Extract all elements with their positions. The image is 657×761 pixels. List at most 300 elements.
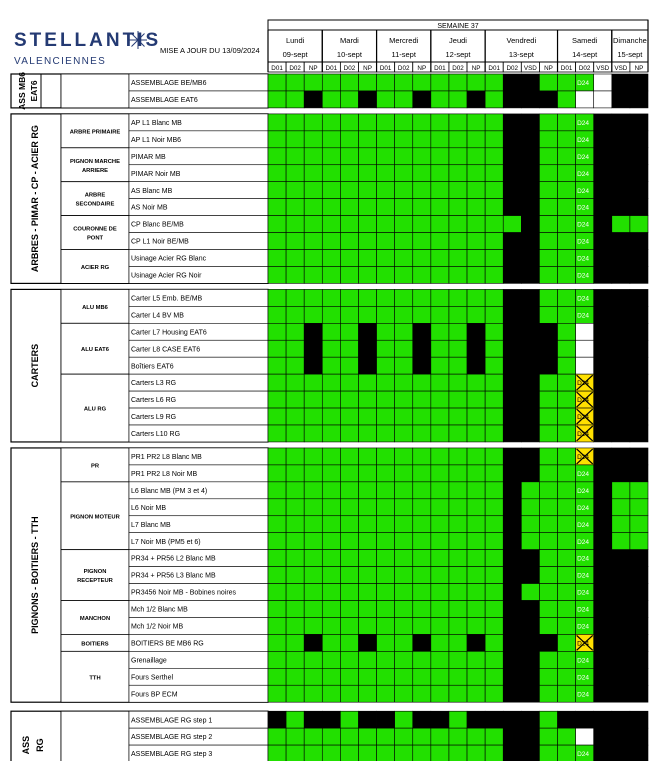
- shift-cell: [340, 374, 358, 391]
- day-name: Vendredi: [506, 36, 537, 45]
- cell-text: D24: [577, 623, 590, 631]
- shift-cell: [539, 289, 557, 306]
- shift-cell: [431, 668, 449, 685]
- shift-cell: [340, 74, 358, 91]
- shift-cell: [413, 685, 431, 702]
- cell-text: D24: [577, 470, 590, 478]
- shift-cell: [286, 306, 304, 323]
- shift-cell: [413, 668, 431, 685]
- shift-cell: [503, 728, 521, 745]
- cell-text: D24: [577, 170, 590, 178]
- shift-cell: [612, 601, 630, 618]
- shift-cell: [322, 323, 340, 340]
- shift-cell: [612, 482, 630, 499]
- shift-cell: [503, 634, 521, 651]
- cell-text: D24: [577, 504, 590, 512]
- shift-cell: [286, 668, 304, 685]
- cell-text: D24: [577, 606, 590, 614]
- shift-cell: [594, 711, 612, 728]
- row-label: ASSEMBLAGE BE/MB6: [131, 80, 207, 88]
- group-label: PIGNON MARCHE: [70, 158, 120, 165]
- shift-cell: [340, 601, 358, 618]
- row-label: Usinage Acier RG Noir: [131, 272, 202, 280]
- shift-cell: [286, 289, 304, 306]
- shift-cell: [358, 306, 376, 323]
- shift-cell: [268, 617, 286, 634]
- update-date-label: MISE A JOUR DU 13/09/2024: [160, 46, 260, 55]
- shift-cell: [594, 374, 612, 391]
- shift-cell: [630, 323, 648, 340]
- shift-cell: [539, 634, 557, 651]
- shift-cell: [377, 668, 395, 685]
- shift-cell: [449, 199, 467, 216]
- shift-cell: [449, 516, 467, 533]
- shift-cell: [431, 165, 449, 182]
- row-label: L7 Blanc MB: [131, 521, 171, 529]
- shift-cell: [322, 216, 340, 233]
- shift-cell: [503, 182, 521, 199]
- shift-cell: [594, 617, 612, 634]
- shift-cell: [322, 357, 340, 374]
- group-label: ARBRE: [84, 192, 106, 199]
- group-label: ALU RG: [83, 406, 107, 413]
- shift-cell: [539, 233, 557, 250]
- shift-cell: [340, 465, 358, 482]
- shift-cell: [521, 165, 539, 182]
- shift-cell: [340, 340, 358, 357]
- shift-cell: [521, 148, 539, 165]
- shift-cell: [286, 250, 304, 267]
- shift-cell: [268, 533, 286, 550]
- day-name: Lundi: [285, 36, 305, 45]
- shift-cell: [539, 357, 557, 374]
- row-label: ASSEMBLAGE RG step 1: [131, 717, 213, 725]
- shift-cell: [612, 391, 630, 408]
- shift-cell: [612, 340, 630, 357]
- shift-cell: [377, 131, 395, 148]
- shift-cell: [413, 266, 431, 283]
- shift-cell: [558, 323, 576, 340]
- shift-cell: [485, 550, 503, 567]
- shift-cell: [612, 165, 630, 182]
- shift-cell: [268, 745, 286, 761]
- shift-cell: [413, 567, 431, 584]
- shift-cell: [521, 668, 539, 685]
- shift-cell: [467, 465, 485, 482]
- shift-cell: [286, 74, 304, 91]
- shift-cell: [612, 131, 630, 148]
- shift-cell: [630, 357, 648, 374]
- shift-cell: [594, 165, 612, 182]
- shift-cell: [558, 114, 576, 131]
- row-label: CP L1 Noir BE/MB: [131, 238, 189, 246]
- shift-cell: [630, 250, 648, 267]
- shift-cell: [377, 482, 395, 499]
- shift-cell: [431, 482, 449, 499]
- shift-cell: [268, 233, 286, 250]
- shift-cell: [612, 114, 630, 131]
- shift-cell: [449, 340, 467, 357]
- shift-cell: [304, 357, 322, 374]
- shift-cell: [558, 233, 576, 250]
- shift-cell: [413, 250, 431, 267]
- shift-cell: [467, 216, 485, 233]
- shift-cell: [377, 516, 395, 533]
- shift-cell: [413, 550, 431, 567]
- shift-cell: [485, 425, 503, 442]
- shift-cell: [485, 91, 503, 108]
- shift-cell: [377, 148, 395, 165]
- shift-cell: [449, 357, 467, 374]
- shift-cell: [431, 567, 449, 584]
- shift-cell: [268, 550, 286, 567]
- shift-cell: [485, 306, 503, 323]
- shift-cell: [322, 148, 340, 165]
- shift-cell: [612, 199, 630, 216]
- shift-cell: [503, 651, 521, 668]
- shift-cell: [304, 448, 322, 465]
- shift-cell: [576, 711, 594, 728]
- shift-cell: [377, 745, 395, 761]
- shift-cell: [286, 165, 304, 182]
- shift-cell: [612, 728, 630, 745]
- brand-name: STELLANTIS: [14, 30, 162, 51]
- cell-text: D24: [577, 454, 590, 462]
- group-block: [61, 74, 129, 108]
- shift-cell: [358, 425, 376, 442]
- shift-cell: [539, 131, 557, 148]
- shift-cell: [431, 685, 449, 702]
- shift-cell: [485, 448, 503, 465]
- shift-cell: [377, 340, 395, 357]
- shift-label: D01: [379, 65, 392, 72]
- shift-cell: [630, 289, 648, 306]
- shift-cell: [503, 114, 521, 131]
- shift-cell: [431, 233, 449, 250]
- shift-cell: [467, 711, 485, 728]
- shift-cell: [268, 250, 286, 267]
- shift-cell: [467, 567, 485, 584]
- shift-cell: [449, 617, 467, 634]
- shift-cell: [594, 357, 612, 374]
- shift-cell: [612, 425, 630, 442]
- shift-cell: [576, 323, 594, 340]
- cell-text: D24: [577, 431, 590, 439]
- shift-cell: [594, 182, 612, 199]
- shift-cell: [449, 114, 467, 131]
- row-label: BOITIERS BE MB6 RG: [131, 640, 204, 648]
- shift-cell: [286, 266, 304, 283]
- shift-cell: [503, 482, 521, 499]
- shift-cell: [286, 728, 304, 745]
- shift-cell: [268, 391, 286, 408]
- shift-cell: [340, 131, 358, 148]
- shift-cell: [558, 728, 576, 745]
- shift-cell: [503, 448, 521, 465]
- shift-cell: [467, 651, 485, 668]
- shift-cell: [485, 289, 503, 306]
- shift-cell: [503, 685, 521, 702]
- shift-cell: [521, 516, 539, 533]
- shift-cell: [431, 550, 449, 567]
- shift-cell: [322, 499, 340, 516]
- shift-cell: [286, 114, 304, 131]
- shift-cell: [485, 668, 503, 685]
- shift-cell: [594, 408, 612, 425]
- row-label: Mch 1/2 Blanc MB: [131, 606, 188, 614]
- shift-cell: [395, 114, 413, 131]
- shift-cell: [286, 711, 304, 728]
- shift-cell: [304, 289, 322, 306]
- shift-cell: [485, 391, 503, 408]
- shift-cell: [630, 306, 648, 323]
- shift-cell: [539, 448, 557, 465]
- shift-cell: [413, 74, 431, 91]
- shift-cell: [485, 567, 503, 584]
- shift-cell: [431, 584, 449, 601]
- shift-cell: [594, 114, 612, 131]
- shift-cell: [358, 74, 376, 91]
- shift-cell: [413, 148, 431, 165]
- shift-cell: [413, 711, 431, 728]
- shift-cell: [594, 482, 612, 499]
- shift-cell: [413, 482, 431, 499]
- shift-cell: [485, 182, 503, 199]
- shift-cell: [286, 216, 304, 233]
- shift-cell: [539, 651, 557, 668]
- shift-label: D02: [289, 65, 301, 72]
- row-label: CP Blanc BE/MB: [131, 221, 184, 229]
- shift-cell: [358, 711, 376, 728]
- shift-cell: [340, 516, 358, 533]
- row-label: ASSEMBLAGE RG step 2: [131, 734, 213, 742]
- shift-cell: [539, 601, 557, 618]
- shift-label: D01: [488, 65, 500, 72]
- shift-cell: [286, 499, 304, 516]
- shift-cell: [395, 465, 413, 482]
- shift-cell: [521, 74, 539, 91]
- shift-cell: [304, 266, 322, 283]
- shift-cell: [395, 448, 413, 465]
- day-date: 15-sept: [617, 50, 643, 59]
- shift-cell: [539, 745, 557, 761]
- shift-cell: [358, 374, 376, 391]
- shift-cell: [395, 711, 413, 728]
- shift-cell: [612, 289, 630, 306]
- shift-cell: [594, 745, 612, 761]
- shift-cell: [612, 182, 630, 199]
- cell-text: D24: [577, 272, 590, 280]
- group-label: PIGNON: [83, 569, 107, 576]
- shift-cell: [630, 499, 648, 516]
- shift-cell: [358, 550, 376, 567]
- shift-cell: [395, 323, 413, 340]
- shift-cell: [485, 250, 503, 267]
- shift-cell: [304, 374, 322, 391]
- shift-cell: [340, 266, 358, 283]
- shift-cell: [630, 425, 648, 442]
- shift-cell: [558, 584, 576, 601]
- shift-cell: [358, 391, 376, 408]
- shift-cell: [322, 668, 340, 685]
- cell-text: D24: [577, 238, 590, 246]
- section-label: ASS: [21, 735, 31, 755]
- shift-cell: [612, 745, 630, 761]
- shift-cell: [449, 567, 467, 584]
- shift-cell: [395, 148, 413, 165]
- shift-cell: [358, 634, 376, 651]
- shift-cell: [413, 199, 431, 216]
- shift-cell: [322, 617, 340, 634]
- shift-cell: [558, 408, 576, 425]
- shift-cell: [485, 199, 503, 216]
- shift-cell: [594, 131, 612, 148]
- shift-cell: [413, 448, 431, 465]
- shift-cell: [630, 148, 648, 165]
- shift-cell: [503, 584, 521, 601]
- shift-cell: [268, 289, 286, 306]
- shift-cell: [304, 584, 322, 601]
- shift-cell: [395, 601, 413, 618]
- shift-cell: [612, 233, 630, 250]
- shift-cell: [449, 533, 467, 550]
- shift-cell: [503, 357, 521, 374]
- shift-cell: [358, 728, 376, 745]
- shift-cell: [485, 516, 503, 533]
- shift-cell: [521, 550, 539, 567]
- shift-cell: [286, 323, 304, 340]
- shift-cell: [304, 465, 322, 482]
- shift-cell: [377, 391, 395, 408]
- shift-cell: [413, 745, 431, 761]
- shift-cell: [539, 499, 557, 516]
- shift-cell: [612, 323, 630, 340]
- shift-cell: [485, 745, 503, 761]
- shift-cell: [395, 233, 413, 250]
- shift-cell: [539, 148, 557, 165]
- row-label: PR3456 Noir MB - Bobines noires: [131, 589, 237, 597]
- shift-cell: [521, 465, 539, 482]
- shift-cell: [322, 233, 340, 250]
- shift-cell: [395, 550, 413, 567]
- shift-cell: [539, 250, 557, 267]
- shift-cell: [377, 306, 395, 323]
- shift-cell: [286, 182, 304, 199]
- shift-cell: [431, 601, 449, 618]
- shift-cell: [503, 668, 521, 685]
- shift-cell: [340, 91, 358, 108]
- shift-cell: [521, 651, 539, 668]
- shift-cell: [286, 465, 304, 482]
- shift-cell: [322, 634, 340, 651]
- shift-cell: [431, 391, 449, 408]
- shift-cell: [304, 114, 322, 131]
- cell-text: D24: [577, 487, 590, 495]
- shift-cell: [377, 499, 395, 516]
- shift-cell: [539, 728, 557, 745]
- shift-cell: [449, 745, 467, 761]
- shift-cell: [449, 499, 467, 516]
- shift-cell: [558, 533, 576, 550]
- cell-text: D24: [577, 397, 590, 405]
- shift-cell: [630, 448, 648, 465]
- shift-cell: [539, 465, 557, 482]
- shift-cell: [431, 408, 449, 425]
- row-label: Carter L8 CASE EAT6: [131, 346, 201, 354]
- shift-cell: [304, 323, 322, 340]
- shift-cell: [485, 323, 503, 340]
- shift-cell: [558, 465, 576, 482]
- shift-cell: [449, 148, 467, 165]
- row-label: Carters L9 RG: [131, 414, 177, 422]
- section-label: CARTERS: [30, 343, 40, 388]
- shift-cell: [377, 425, 395, 442]
- shift-cell: [630, 391, 648, 408]
- shift-cell: [377, 567, 395, 584]
- shift-cell: [521, 448, 539, 465]
- shift-cell: [630, 131, 648, 148]
- shift-label: D02: [397, 65, 410, 72]
- row-label: AS Noir MB: [131, 204, 168, 212]
- row-label: Carters L6 RG: [131, 397, 177, 405]
- shift-cell: [286, 357, 304, 374]
- group-label: ACIER RG: [80, 264, 110, 271]
- shift-cell: [558, 391, 576, 408]
- shift-cell: [594, 233, 612, 250]
- shift-cell: [431, 323, 449, 340]
- shift-cell: [467, 357, 485, 374]
- shift-cell: [630, 651, 648, 668]
- shift-cell: [539, 408, 557, 425]
- shift-cell: [594, 499, 612, 516]
- shift-cell: [521, 216, 539, 233]
- shift-cell: [340, 408, 358, 425]
- shift-cell: [377, 728, 395, 745]
- shift-cell: [268, 728, 286, 745]
- cell-text: D24: [577, 555, 590, 563]
- shift-cell: [377, 216, 395, 233]
- shift-cell: [612, 266, 630, 283]
- shift-cell: [286, 340, 304, 357]
- row-label: Grenaillage: [131, 657, 167, 665]
- shift-cell: [304, 91, 322, 108]
- shift-cell: [503, 91, 521, 108]
- shift-cell: [558, 617, 576, 634]
- shift-cell: [377, 711, 395, 728]
- shift-cell: [413, 91, 431, 108]
- shift-cell: [467, 74, 485, 91]
- shift-cell: [395, 533, 413, 550]
- site-name: VALENCIENNES: [14, 56, 107, 67]
- shift-cell: [503, 289, 521, 306]
- shift-cell: [377, 408, 395, 425]
- shift-cell: [485, 499, 503, 516]
- shift-cell: [395, 340, 413, 357]
- shift-cell: [521, 584, 539, 601]
- shift-cell: [521, 233, 539, 250]
- shift-cell: [286, 374, 304, 391]
- shift-cell: [431, 499, 449, 516]
- shift-cell: [304, 199, 322, 216]
- shift-cell: [576, 357, 594, 374]
- shift-cell: [521, 685, 539, 702]
- shift-cell: [449, 266, 467, 283]
- shift-cell: [558, 567, 576, 584]
- shift-cell: [521, 482, 539, 499]
- shift-cell: [503, 374, 521, 391]
- shift-cell: [268, 711, 286, 728]
- shift-cell: [358, 357, 376, 374]
